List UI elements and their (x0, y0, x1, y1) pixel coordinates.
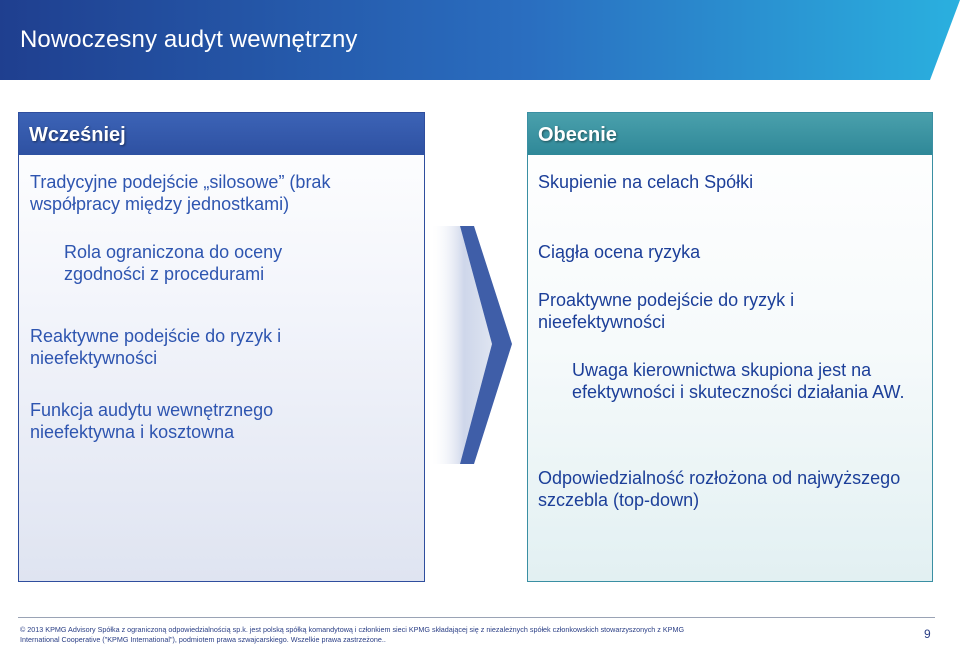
before-item-compliance: Rola ograniczona do oceny zgodności z procedurami (64, 242, 283, 284)
footer-legal-text: © 2013 KPMG Advisory Spółka z ograniczoną odpowiedzialnością sp.k. jest polską spółką komandytową i członkiem sieci KPMG składającej się z niezależnych spółek członkowskich stowarzyszonych z KPMG International Cooperative ("KPMG International"), podmiotem prawa szwajcarskiego. Wszelkie prawa zastrzeżone.. (20, 625, 685, 644)
panel-now-heading: Obecnie (528, 113, 932, 155)
footer-divider (18, 617, 935, 618)
now-item-management-focus: Uwaga kierownictwa skupiona jest na efektywności i skuteczności działania AW. (572, 360, 905, 402)
now-item-company-goals: Skupienie na celach Spółki (538, 172, 754, 192)
panel-before (18, 112, 425, 582)
header-band (0, 0, 960, 80)
panel-now (527, 112, 933, 582)
now-item-top-down: Odpowiedzialność rozłożona od najwyższego szczebla (top-down) (538, 468, 901, 510)
transition-arrow (430, 224, 520, 468)
page-number: 9 (924, 627, 931, 641)
now-item-risk-assessment: Ciągła ocena ryzyka (538, 242, 701, 262)
page-title: Nowoczesny audyt wewnętrzny (20, 26, 358, 53)
now-item-proactive: Proaktywne podejście do ryzyk i nieefektywności (538, 290, 795, 332)
before-item-reactive: Reaktywne podejście do ryzyk i nieefektywności (30, 326, 282, 368)
before-item-inefficient: Funkcja audytu wewnętrznego nieefektywna i kosztowna (30, 400, 274, 442)
before-item-silo: Tradycyjne podejście „silosowe” (brak współpracy między jednostkami) (30, 172, 331, 214)
chevron-right-icon (430, 224, 520, 468)
panel-before-heading: Wcześniej (19, 113, 424, 155)
